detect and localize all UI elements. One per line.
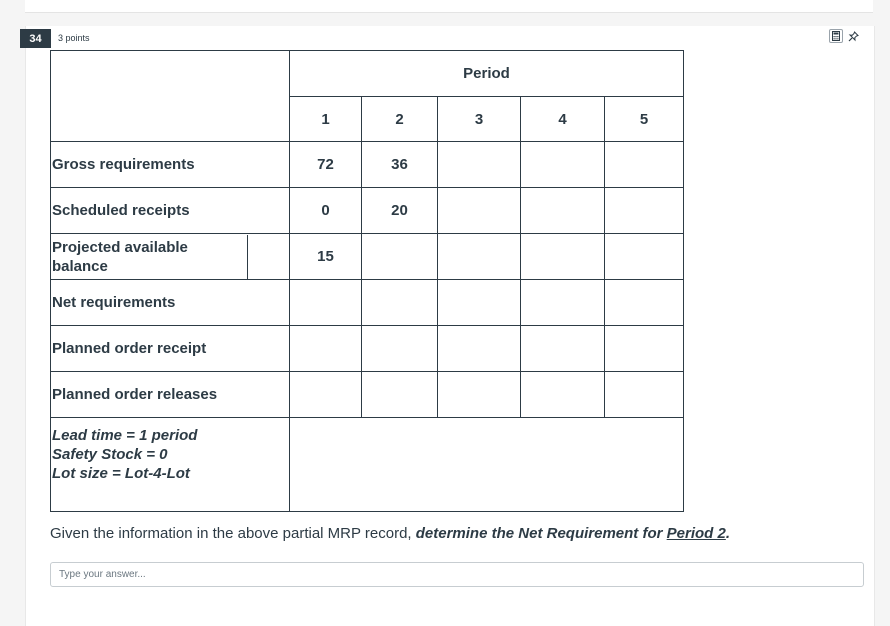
question-number: 34 [20, 29, 51, 48]
gross-requirements-cell [605, 142, 684, 188]
projected-available-balance-cell: 15 [290, 234, 362, 280]
period-3: 3 [438, 97, 521, 142]
answer-input[interactable] [50, 562, 864, 587]
question-text: Given the information in the above partial MRP record, determine the Net Requirement for Period 2. [50, 525, 730, 542]
question-tools [829, 29, 860, 43]
planned-order-receipt-cell [362, 326, 438, 372]
period-5: 5 [605, 97, 684, 142]
net-requirements-cell [290, 280, 362, 326]
planned-order-releases-label: Planned order releases [51, 372, 290, 418]
projected-available-balance-cell [362, 234, 438, 280]
gross-requirements-cell: 72 [290, 142, 362, 188]
table-row [51, 234, 684, 280]
projected-available-balance-cell [605, 234, 684, 280]
scheduled-receipts-cell [438, 188, 521, 234]
pin-icon[interactable] [846, 29, 860, 43]
net-requirements-cell [605, 280, 684, 326]
planned-order-releases-cell [521, 372, 605, 418]
planned-order-receipt-cell [521, 326, 605, 372]
scheduled-receipts-cell: 20 [362, 188, 438, 234]
period-header: Period [290, 51, 684, 97]
lot-size-note: Lot size = Lot-4-Lot [52, 465, 190, 482]
planned-order-releases-cell [290, 372, 362, 418]
table-row [51, 280, 684, 326]
period-1: 1 [290, 97, 362, 142]
net-requirements-label: Net requirements [51, 280, 290, 326]
net-requirements-cell [521, 280, 605, 326]
period-2-emphasis: Period 2 [666, 525, 726, 542]
projected-available-balance-cell [438, 234, 521, 280]
scheduled-receipts-cell: 0 [290, 188, 362, 234]
mrp-table [50, 50, 684, 512]
gross-requirements-cell [438, 142, 521, 188]
period-2: 2 [362, 97, 438, 142]
table-corner-cell [51, 51, 290, 142]
gross-requirements-cell [521, 142, 605, 188]
net-requirements-cell [362, 280, 438, 326]
table-row [51, 188, 684, 234]
planned-order-receipt-cell [290, 326, 362, 372]
projected-available-balance-line1: Projected available [52, 238, 188, 256]
scheduled-receipts-cell [521, 188, 605, 234]
projected-available-balance-line2: balance [52, 257, 108, 275]
projected-available-balance-cell [521, 234, 605, 280]
net-requirements-cell [438, 280, 521, 326]
table-row [51, 142, 684, 188]
previous-question-card [25, 0, 873, 13]
period-4: 4 [521, 97, 605, 142]
planned-order-releases-cell [362, 372, 438, 418]
scheduled-receipts-cell [605, 188, 684, 234]
scheduled-receipts-label: Scheduled receipts [51, 188, 290, 234]
planned-order-releases-cell [438, 372, 521, 418]
safety-stock-note: Safety Stock = 0 [52, 446, 168, 463]
lead-time-note: Lead time = 1 period [52, 427, 198, 444]
table-row [51, 326, 684, 372]
initial-balance-blank [248, 235, 289, 279]
empty-merged-cell [290, 418, 684, 512]
table-row [51, 372, 684, 418]
table-row [51, 418, 684, 512]
planned-order-receipt-cell [605, 326, 684, 372]
gross-requirements-cell: 36 [362, 142, 438, 188]
planned-order-receipt-cell [438, 326, 521, 372]
question-points: 3 points [58, 33, 90, 43]
planned-order-receipt-label: Planned order receipt [51, 326, 290, 372]
parameters-cell [51, 418, 290, 512]
gross-requirements-label: Gross requirements [51, 142, 290, 188]
planned-order-releases-cell [605, 372, 684, 418]
projected-available-balance-label [51, 234, 290, 280]
calculator-icon[interactable] [829, 29, 843, 43]
